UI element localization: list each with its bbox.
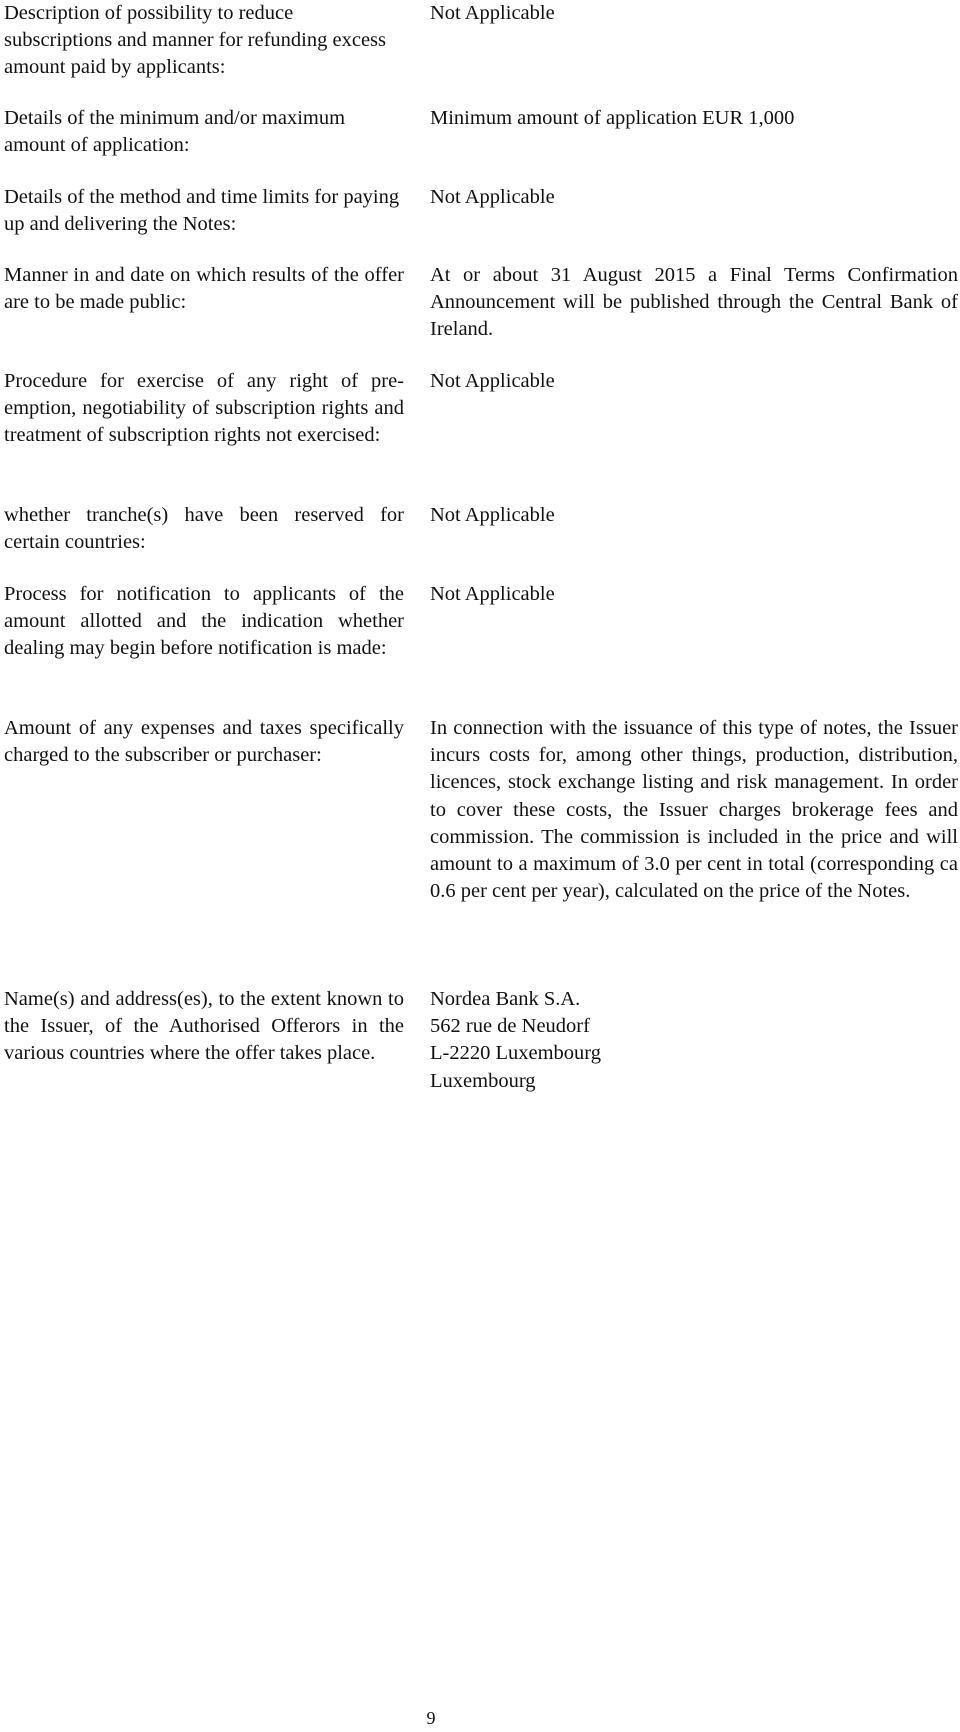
term-label-payment-delivery: Details of the method and time limits for paying up and delivering the Notes:: [4, 186, 400, 236]
term-label-tranche-reservation: whether tranche(s) have been reserved for certain countries:: [4, 504, 404, 554]
term-value-payment-delivery: Not Applicable: [430, 186, 555, 208]
term-label-results-publication: Manner in and date on which results of the offer are to be made public:: [4, 264, 404, 314]
term-value-application-amount: Minimum amount of application EUR 1,000: [430, 107, 795, 129]
offeror-country: Luxembourg: [430, 1069, 536, 1092]
page-number: 9: [426, 1708, 436, 1728]
term-value-refund: Not Applicable: [430, 2, 555, 24]
term-value-tranche-reservation: Not Applicable: [430, 504, 555, 526]
term-value-expenses: In connection with the issuance of this type of notes, the Issuer incurs costs for, among other things, production, distribution, licences, stock exchange listing and risk management. In order to cover these costs, the Issuer charges brokerage fees and commission. The commission is included in the price and will amount to a maximum of 3.0 per cent in total (corresponding ca 0.6 per cent per year), calculated on the price of the Notes.: [430, 717, 958, 903]
offeror-street: 562 rue de Neudorf: [430, 1015, 590, 1038]
term-value-results-publication: At or about 31 August 2015 a Final Terms Confirmation Announcement will be published through the Central Bank of Ireland.: [430, 264, 958, 341]
term-label-application-amount: Details of the minimum and/or maximum amount of application:: [4, 107, 346, 157]
term-label-expenses: Amount of any expenses and taxes specifically charged to the subscriber or purchaser:: [4, 717, 404, 767]
term-value-pre-emption: Not Applicable: [430, 370, 555, 392]
term-label-authorised-offerors: Name(s) and address(es), to the extent known to the Issuer, of the Authorised Offerors in the various countries where the offer takes place.: [4, 988, 404, 1065]
authorised-offeror-address: [430, 986, 958, 1095]
term-value-allotment-notification: Not Applicable: [430, 583, 555, 605]
offeror-postcode-city: L-2220 Luxembourg: [430, 1042, 601, 1065]
offeror-name: Nordea Bank S.A.: [430, 988, 581, 1010]
term-label-allotment-notification: Process for notification to applicants of the amount allotted and the indication whether dealing may begin before notification is made:: [4, 583, 404, 660]
term-label-pre-emption: Procedure for exercise of any right of pre-emption, negotiability of subscription rights and treatment of subscription rights not exercised:: [4, 370, 404, 447]
term-label-refund: Description of possibility to reduce subscriptions and manner for refunding excess amount paid by applicants:: [4, 2, 386, 79]
